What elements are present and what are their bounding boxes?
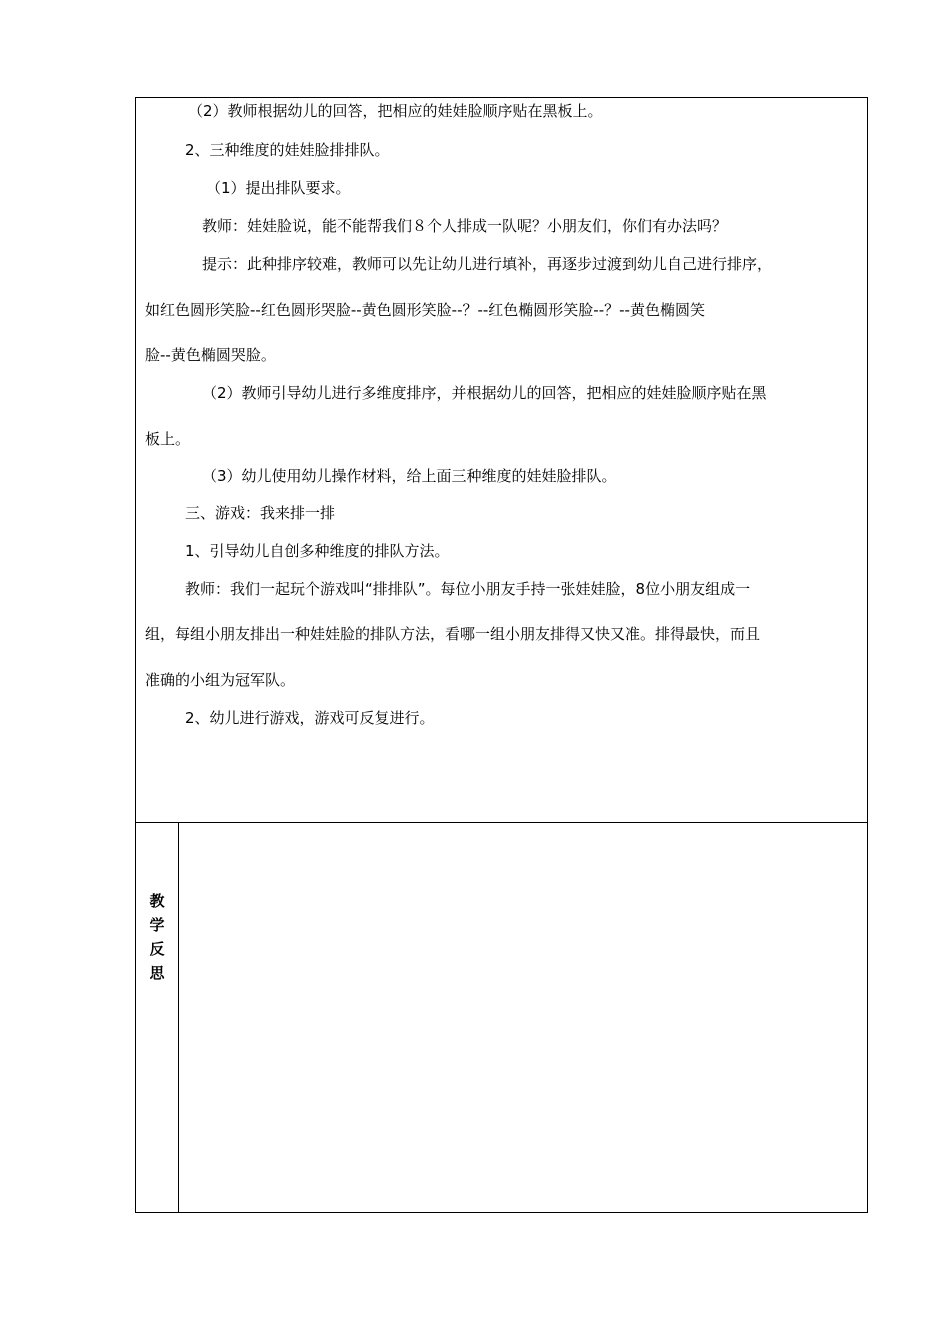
procedure-line: （3）幼儿使用幼儿操作材料，给上面三种维度的娃娃脸排队。	[202, 467, 617, 485]
reflection-label-char: 教	[149, 892, 165, 910]
procedure-line: （2）教师根据幼儿的回答，把相应的娃娃脸顺序贴在黑板上。	[188, 102, 603, 120]
procedure-line: 2、幼儿进行游戏，游戏可反复进行。	[185, 709, 435, 727]
reflection-label-cell	[136, 823, 179, 1212]
reflection-label-char: 思	[149, 964, 165, 982]
lesson-plan-table	[135, 97, 868, 1213]
reflection-content-cell	[179, 823, 867, 1212]
procedure-line: （2）教师引导幼儿进行多维度排序，并根据幼儿的回答，把相应的娃娃脸顺序贴在黑	[202, 384, 767, 402]
procedure-line: 1、引导幼儿自创多种维度的排队方法。	[185, 542, 450, 560]
procedure-line: 组，每组小朋友排出一种娃娃脸的排队方法，看哪一组小朋友排得又快又准。排得最快，而且	[145, 625, 761, 643]
procedure-line: 教师：我们一起玩个游戏叫“排排队”。每位小朋友手持一张娃娃脸，8位小朋友组成一	[185, 580, 751, 598]
procedure-line: 提示：此种排序较难，教师可以先让幼儿进行填补，再逐步过渡到幼儿自己进行排序，	[202, 255, 773, 273]
reflection-label-char: 学	[149, 916, 165, 934]
procedure-line: 教师：娃娃脸说，能不能帮我们８个人排成一队呢？小朋友们，你们有办法吗？	[202, 217, 728, 235]
procedure-line: 脸--黄色椭圆哭脸。	[145, 346, 276, 364]
procedure-line: （1）提出排队要求。	[206, 179, 351, 197]
procedure-line: 如红色圆形笑脸--红色圆形哭脸--黄色圆形笑脸--？--红色椭圆形笑脸--？--黄色椭圆笑	[145, 301, 705, 319]
reflection-row	[136, 823, 867, 1212]
procedure-cell	[136, 98, 867, 823]
procedure-line: 2、三种维度的娃娃脸排排队。	[185, 141, 390, 159]
procedure-line: 板上。	[145, 430, 191, 448]
procedure-line: 三、游戏：我来排一排	[185, 504, 336, 522]
reflection-label	[145, 889, 169, 985]
reflection-label-char: 反	[149, 940, 165, 958]
procedure-line: 准确的小组为冠军队。	[145, 671, 296, 689]
